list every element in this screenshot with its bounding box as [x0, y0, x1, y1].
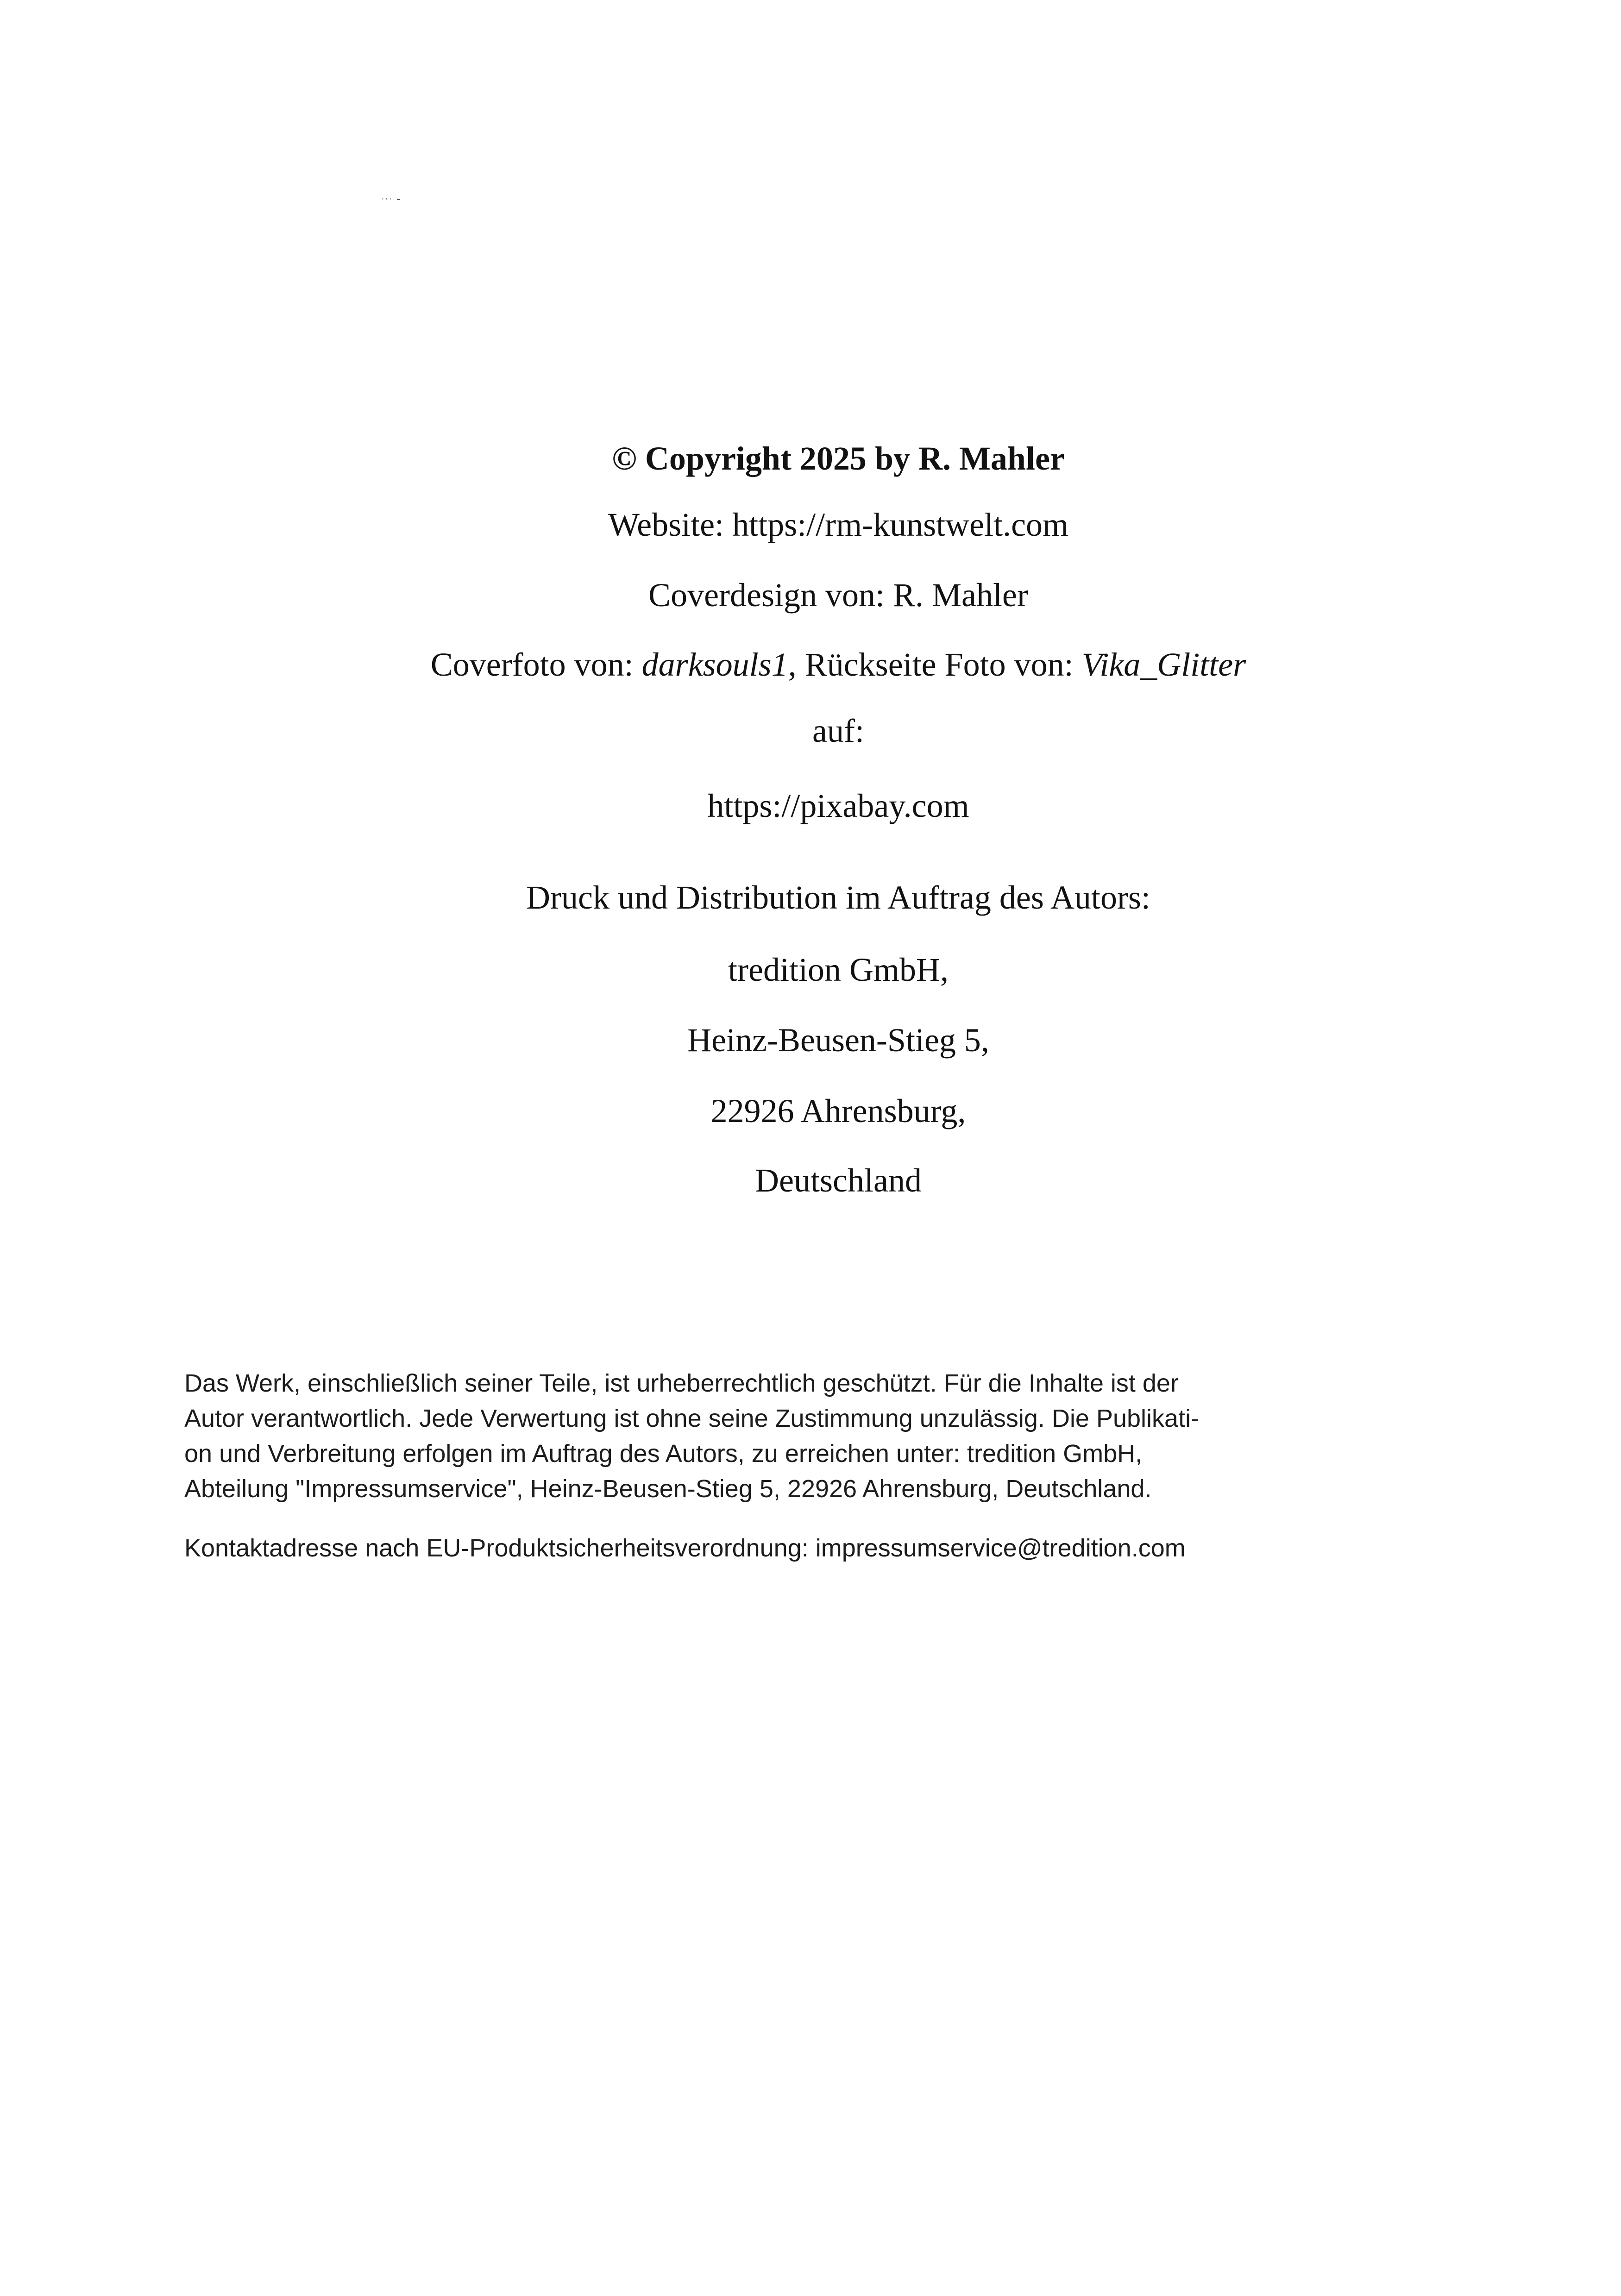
- distribution-company: tredition GmbH,: [728, 951, 949, 988]
- pixabay-url-line: https://pixabay.com: [707, 787, 969, 824]
- distribution-street: Heinz-Beusen-Stieg 5,: [687, 1022, 989, 1059]
- coverfoto-middle: , Rückseite Foto von:: [788, 646, 1082, 683]
- copyright-line: © Copyright 2025 by R. Mahler: [612, 440, 1065, 477]
- eu-contact-line: Kontaktadresse nach EU-Produktsicherheitsverordnung: impressumservice@tredition.com: [184, 1534, 1186, 1562]
- coverfoto-front-photographer: darksouls1: [641, 646, 788, 683]
- coverfoto-line: [0, 630, 1621, 699]
- coverfoto-back-photographer: Vika_Glitter: [1081, 646, 1246, 683]
- website-line: Website: https://rm-kunstwelt.com: [608, 506, 1069, 543]
- legal-notice-line: on und Verbreitung erfolgen im Auftrag des Autors, zu erreichen unter: tredition GmbH,: [184, 1440, 1143, 1468]
- distribution-heading: Druck und Distribution im Auftrag des Autors:: [526, 879, 1150, 916]
- legal-notice-line: Abteilung "Impressumservice", Heinz-Beusen-Stieg 5, 22926 Ahrensburg, Deutschland.: [184, 1475, 1152, 1503]
- coverdesign-line: Coverdesign von: R. Mahler: [648, 577, 1028, 614]
- legal-notice-line: Das Werk, einschließlich seiner Teile, ist urheberrechtlich geschützt. Für die Inhalte ist der: [184, 1369, 1179, 1397]
- coverfoto-prefix: Coverfoto von:: [430, 646, 642, 683]
- legal-notice-block: [184, 1366, 1482, 1566]
- auf-line: auf:: [812, 712, 864, 749]
- distribution-city: 22926 Ahrensburg,: [710, 1092, 966, 1129]
- legal-notice-line: Autor verantwortlich. Jede Verwertung ist ohne seine Zustimmung unzulässig. Die Publikati-: [184, 1405, 1200, 1432]
- residual-print-mark: ··· –: [382, 194, 402, 203]
- distribution-country: Deutschland: [755, 1162, 922, 1199]
